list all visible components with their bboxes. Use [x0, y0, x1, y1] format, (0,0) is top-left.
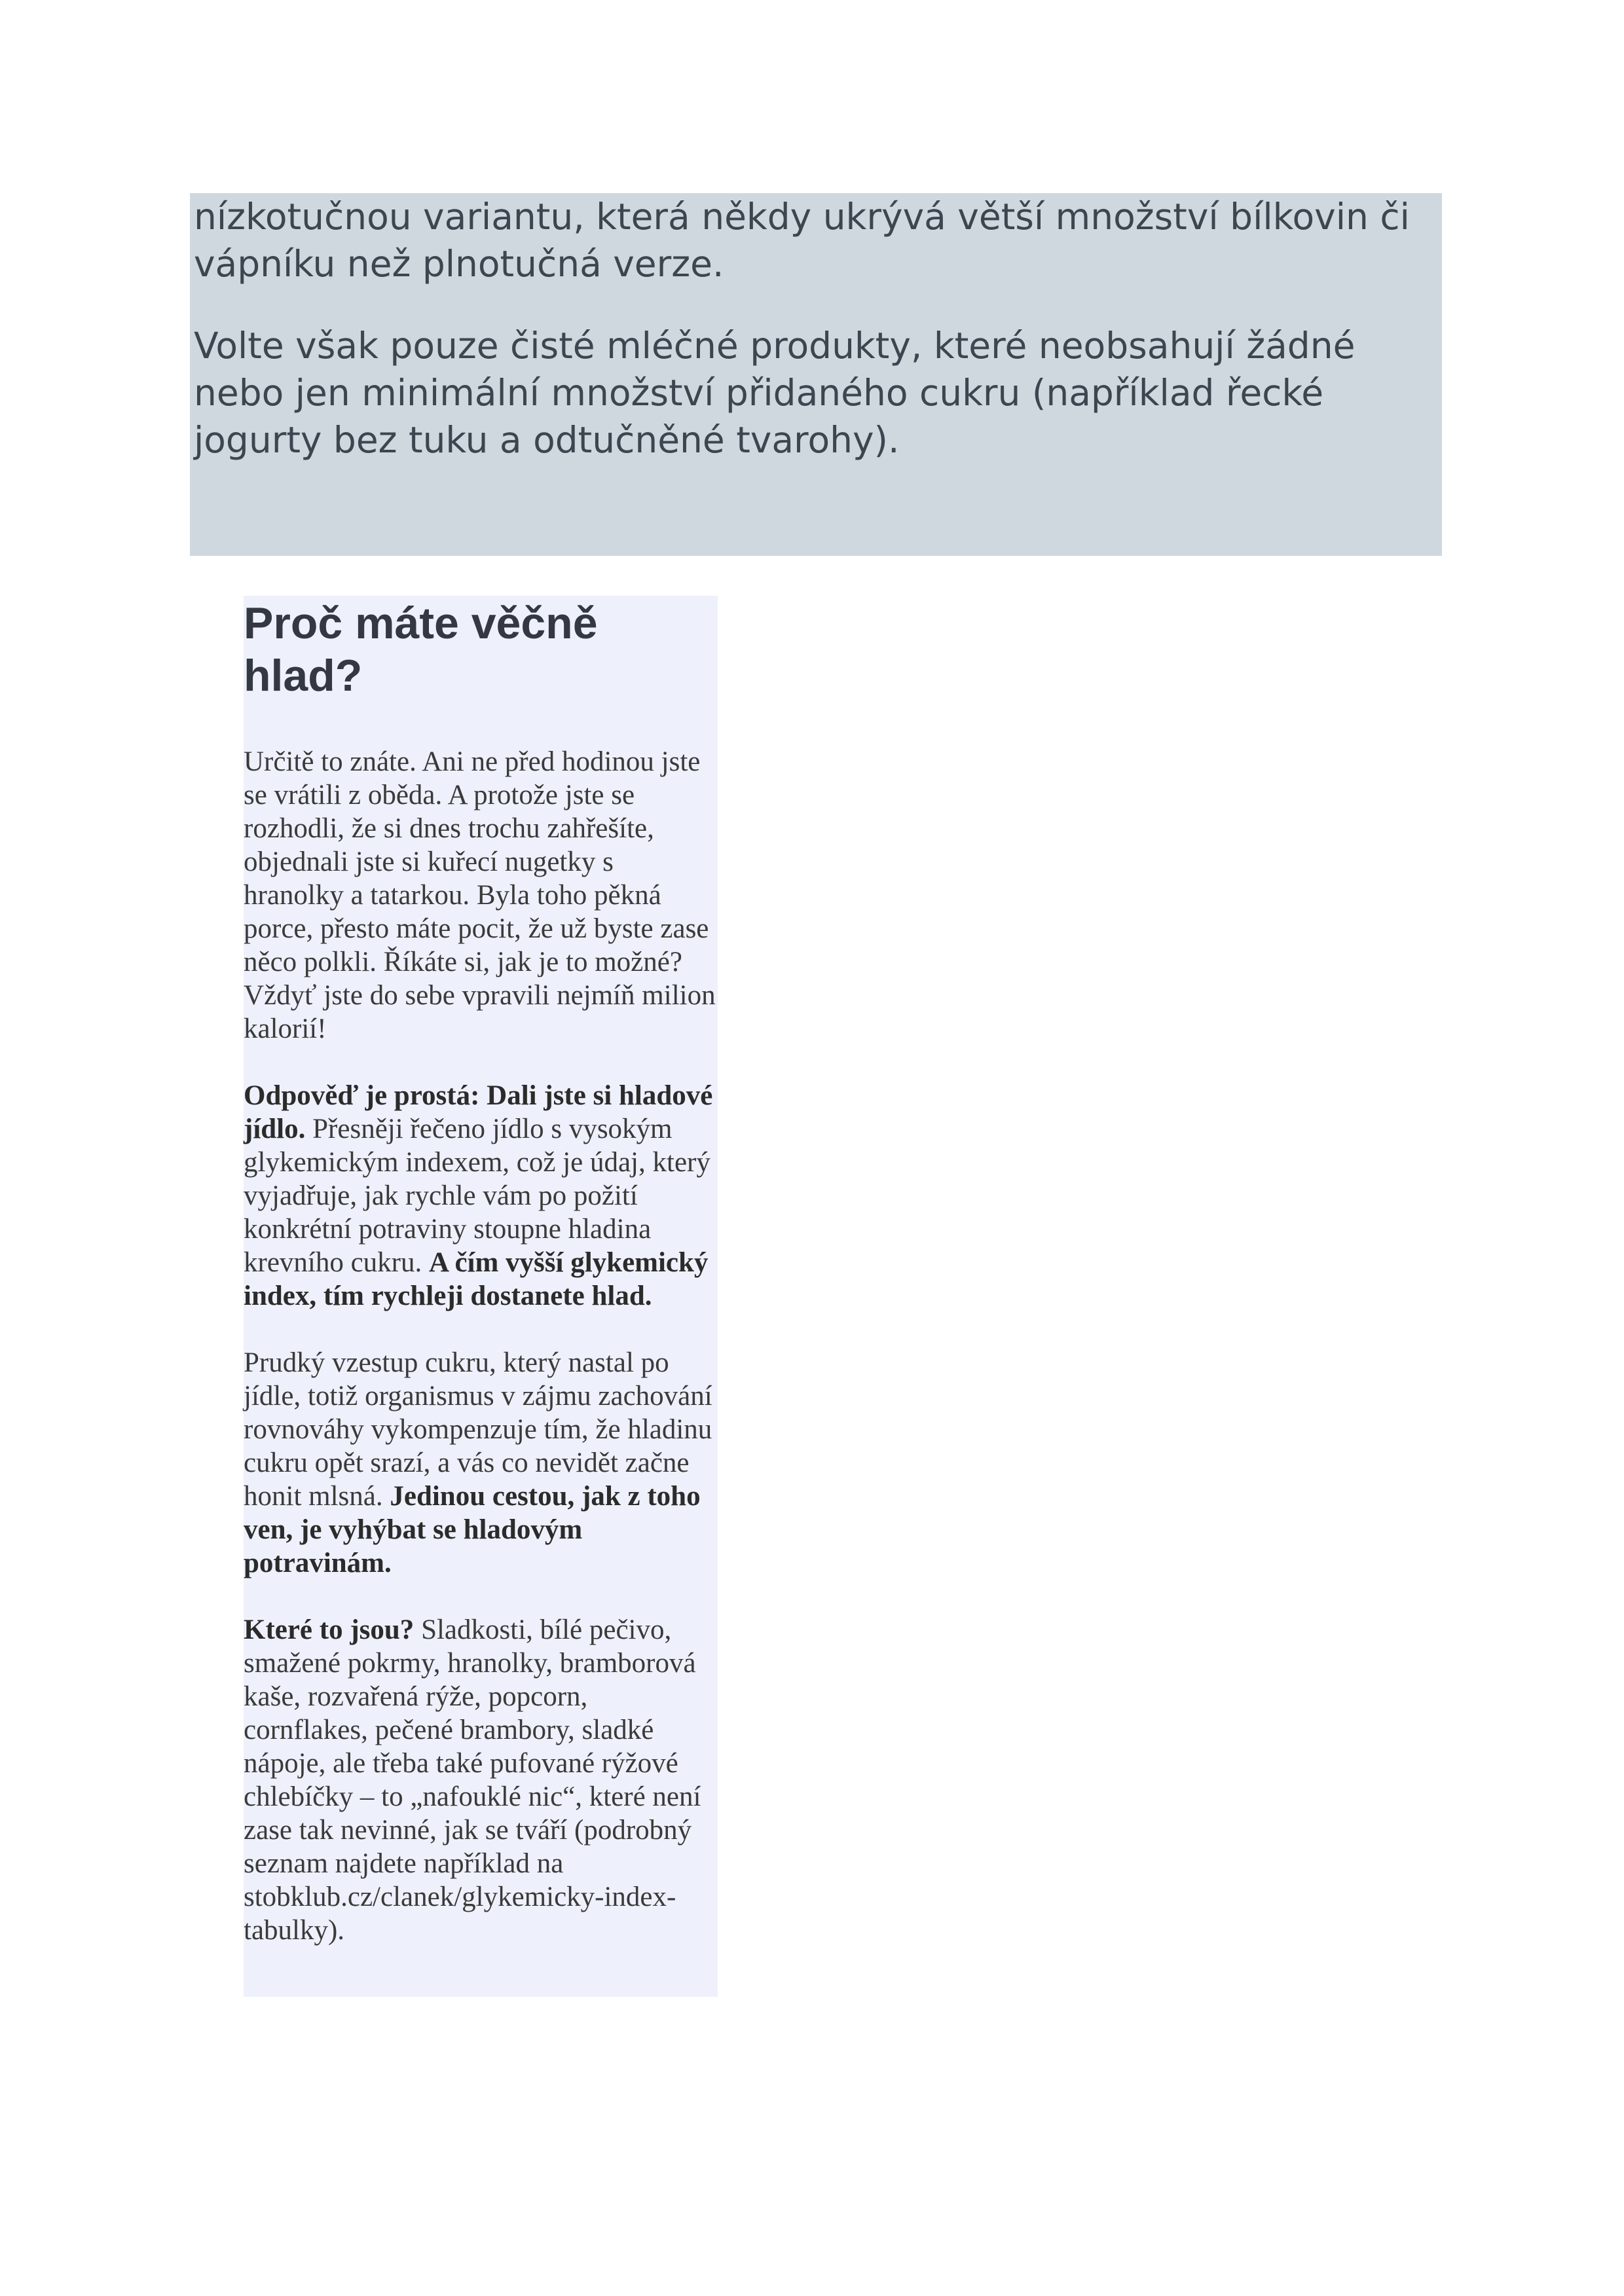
answer-bold-lead: Odpověď je prostá: Dali jste si hladové jídlo.: [244, 1080, 713, 1144]
article-paragraph-1: Určitě to znáte. Ani ne před hodinou jste se vrátili z oběda. A protože jste se rozhodli, že si dnes trochu zahřešíte, objednali jste si kuřecí nugetky s hranolky a tatarkou. Byla toho pěkná porce, přesto máte pocit, že už byste zase něco polkli. Říkáte si, jak je to možné? Vždyť jste do sebe vpravili nejmíň milion kalorií!: [244, 746, 716, 1044]
sidebar-article: [244, 596, 718, 1997]
sugar-spike-text: Prudký vzestup cukru, který nastal po jídle, totiž organismus v zájmu zachování rovnováhy vykompenzuje tím, že hladinu cukru opět srazí, a vás co nevidět začne honit mlsná.: [244, 1347, 712, 1512]
article-body: [244, 745, 718, 1947]
article-title: Proč máte věčně hlad?: [244, 598, 598, 701]
top-paragraph-1: nízkotučnou variantu, která někdy ukrývá větší množství bílkovin či vápníku než plnotučná verze.: [194, 196, 1410, 285]
article-paragraph-2: [244, 1079, 718, 1313]
top-paragraph-2: Volte však pouze čisté mléčné produkty, které neobsahují žádné nebo jen minimální množství přidaného cukru (například řecké jogurty bez tuku a odtučněné tvarohy).: [194, 325, 1356, 461]
article-paragraph-3: [244, 1346, 718, 1580]
which-foods-bold: Které to jsou?: [244, 1614, 415, 1645]
highlight-box: [190, 193, 1442, 556]
article-paragraph-4: [244, 1613, 718, 1947]
avoid-foods-bold: Jedinou cestou, jak z toho ven, je vyhýbat se hladovým potravinám.: [244, 1481, 701, 1578]
foods-list-text: Sladkosti, bílé pečivo, smažené pokrmy, hranolky, bramborová kaše, rozvařená rýže, popcorn, cornflakes, pečené brambory, sladké nápoje, ale třeba také pufované rýžové chlebíčky – to „nafouklé nic“, které není zase tak nevinné, jak se tváří (podrobný seznam najdete například na stobklub.cz/clanek/glykemicky-index-tabulky).: [244, 1614, 701, 1946]
answer-text: Přesněji řečeno jídlo s vysokým glykemickým indexem, což je údaj, který vyjadřuje, jak rychle vám po požití konkrétní potraviny stoupne hladina krevního cukru.: [244, 1114, 710, 1278]
glycemic-bold-statement: A čím vyšší glykemický index, tím rychleji dostanete hlad.: [244, 1247, 709, 1311]
